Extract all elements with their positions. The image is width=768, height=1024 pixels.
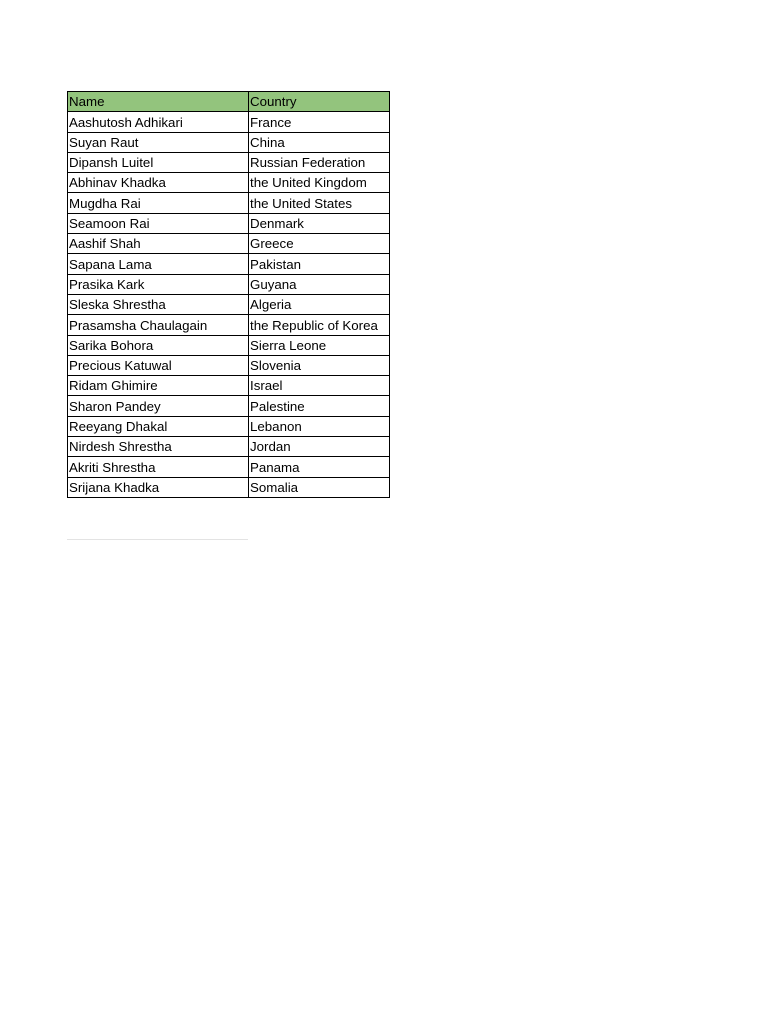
country-cell[interactable]: Lebanon [249, 416, 390, 436]
country-cell[interactable]: Russian Federation [249, 152, 390, 172]
table-row [68, 112, 390, 132]
name-cell[interactable]: Dipansh Luitel [68, 152, 249, 172]
country-cell[interactable]: Algeria [249, 294, 390, 314]
country-cell[interactable]: Guyana [249, 274, 390, 294]
country-cell[interactable]: the Republic of Korea [249, 315, 390, 335]
table-row [68, 132, 390, 152]
name-cell[interactable]: Sarika Bohora [68, 335, 249, 355]
header-row [68, 92, 390, 112]
name-cell[interactable]: Reeyang Dhakal [68, 416, 249, 436]
name-cell[interactable]: Sharon Pandey [68, 396, 249, 416]
country-cell[interactable]: Pakistan [249, 254, 390, 274]
country-cell[interactable]: France [249, 112, 390, 132]
table-row [68, 477, 390, 497]
table-body [68, 112, 390, 498]
table-row [68, 193, 390, 213]
name-cell[interactable]: Precious Katuwal [68, 355, 249, 375]
name-cell[interactable]: Akriti Shrestha [68, 457, 249, 477]
country-cell[interactable]: Jordan [249, 437, 390, 457]
names-countries-table [67, 91, 390, 498]
name-cell[interactable]: Mugdha Rai [68, 193, 249, 213]
name-cell[interactable]: Ridam Ghimire [68, 376, 249, 396]
column-header-country[interactable]: Country [249, 92, 390, 112]
country-cell[interactable]: Palestine [249, 396, 390, 416]
country-cell[interactable]: Somalia [249, 477, 390, 497]
country-cell[interactable]: Slovenia [249, 355, 390, 375]
name-cell[interactable]: Sapana Lama [68, 254, 249, 274]
table-row [68, 355, 390, 375]
table-row [68, 213, 390, 233]
table-row [68, 173, 390, 193]
country-cell[interactable]: the United States [249, 193, 390, 213]
table-row [68, 437, 390, 457]
table-row [68, 457, 390, 477]
country-cell[interactable]: Israel [249, 376, 390, 396]
table-row [68, 396, 390, 416]
name-cell[interactable]: Aashif Shah [68, 234, 249, 254]
divider [67, 539, 248, 540]
table-row [68, 335, 390, 355]
country-cell[interactable]: Sierra Leone [249, 335, 390, 355]
table-row [68, 376, 390, 396]
table-row [68, 294, 390, 314]
table-row [68, 254, 390, 274]
name-cell[interactable]: Prasamsha Chaulagain [68, 315, 249, 335]
column-header-name[interactable]: Name [68, 92, 249, 112]
table-row [68, 315, 390, 335]
country-cell[interactable]: Denmark [249, 213, 390, 233]
name-cell[interactable]: Prasika Kark [68, 274, 249, 294]
name-cell[interactable]: Sleska Shrestha [68, 294, 249, 314]
name-cell[interactable]: Abhinav Khadka [68, 173, 249, 193]
country-cell[interactable]: China [249, 132, 390, 152]
name-cell[interactable]: Seamoon Rai [68, 213, 249, 233]
country-cell[interactable]: the United Kingdom [249, 173, 390, 193]
table-row [68, 274, 390, 294]
name-cell[interactable]: Aashutosh Adhikari [68, 112, 249, 132]
name-cell[interactable]: Srijana Khadka [68, 477, 249, 497]
table-row [68, 234, 390, 254]
table-row [68, 416, 390, 436]
table-row [68, 152, 390, 172]
name-cell[interactable]: Suyan Raut [68, 132, 249, 152]
name-cell[interactable]: Nirdesh Shrestha [68, 437, 249, 457]
country-cell[interactable]: Greece [249, 234, 390, 254]
country-cell[interactable]: Panama [249, 457, 390, 477]
